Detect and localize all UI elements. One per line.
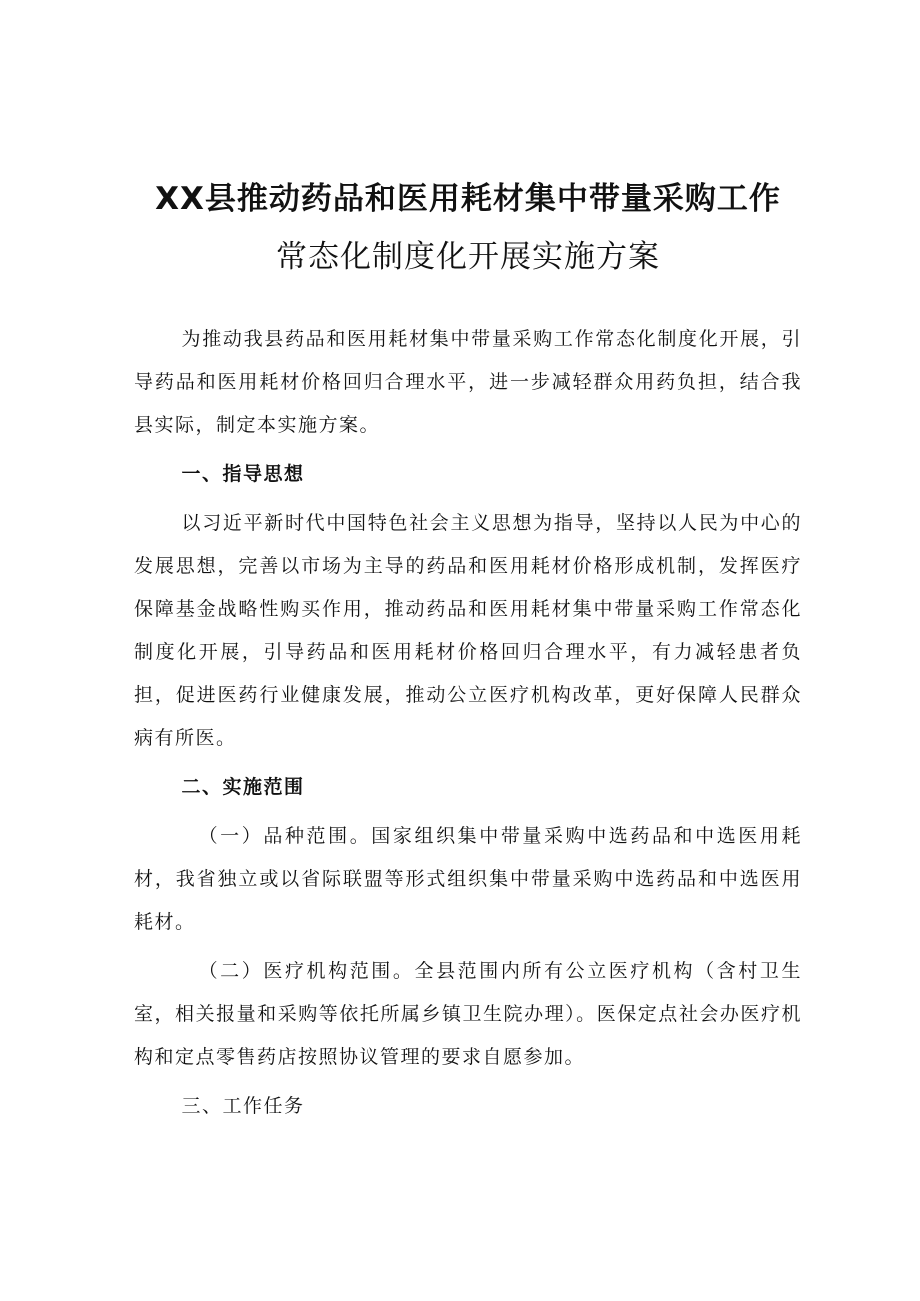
section-2-item-1: （一）品种范围。国家组织集中带量采购中选药品和中选医用耗材，我省独立或以省际联盟等形式组织集中带量采购中选药品和中选医用耗材。 bbox=[134, 825, 802, 933]
title-line-2: 常态化制度化开展实施方案 bbox=[276, 239, 660, 275]
section-2-heading: 二、实施范围 bbox=[181, 776, 305, 798]
section-1-heading: 一、指导思想 bbox=[181, 463, 305, 485]
title-line-1: XX县推动药品和医用耗材集中带量采购工作 bbox=[155, 181, 781, 217]
section-1-body: 以习近平新时代中国特色社会主义思想为指导，坚持以人民为中心的发展思想，完善以市场为主导的药品和医用耗材价格形成机制，发挥医疗保障基金战略性购买作用，推动药品和医用耗材集中带量采购工作常态化制度化开展，引导药品和医用耗材价格回归合理水平，有力减轻患者负担，促进医药行业健康发展，推动公立医疗机构改革，更好保障人民群众病有所医。 bbox=[134, 512, 802, 749]
intro-paragraph: 为推动我县药品和医用耗材集中带量采购工作常态化制度化开展，引导药品和医用耗材价格回归合理水平，进一步减轻群众用药负担，结合我县实际，制定本实施方案。 bbox=[134, 328, 802, 436]
document-title bbox=[134, 170, 802, 286]
section-2-item-2: （二）医疗机构范围。全县范围内所有公立医疗机构（含村卫生室，相关报量和采购等依托所属乡镇卫生院办理）。医保定点社会办医疗机构和定点零售药店按照协议管理的要求自愿参加。 bbox=[134, 960, 802, 1068]
section-3-heading: 三、工作任务 bbox=[181, 1095, 305, 1117]
